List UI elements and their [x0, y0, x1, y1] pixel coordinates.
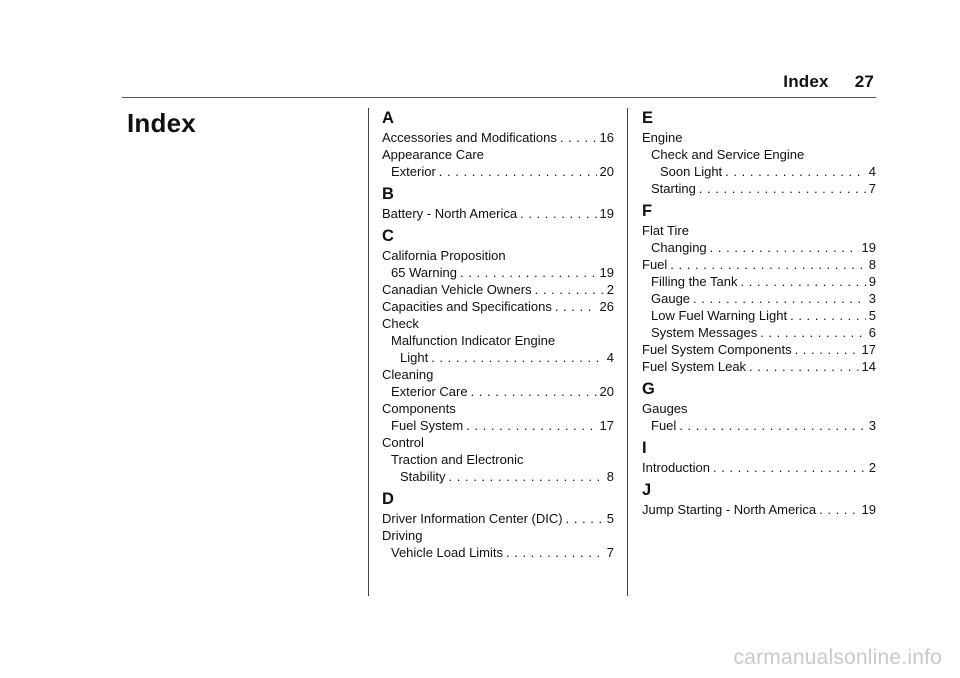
index-entry: [642, 341, 876, 358]
entry-term: Jump Starting - North America: [642, 502, 817, 517]
index-section: [642, 108, 876, 197]
index-entry: [642, 222, 876, 239]
index-entry: [382, 417, 614, 434]
index-entry: [382, 366, 614, 383]
dot-leader: [449, 468, 604, 485]
entry-page-number: 8: [868, 257, 876, 272]
index-entry: [382, 247, 614, 264]
index-section: [382, 184, 614, 222]
dot-leader: [439, 163, 597, 180]
entry-page-number: 5: [868, 308, 876, 323]
index-entry: [642, 180, 876, 197]
entry-page-number: 14: [861, 359, 876, 374]
index-entry: [642, 163, 876, 180]
index-entry: [642, 459, 876, 476]
dot-leader: [560, 129, 597, 146]
dot-leader: [710, 239, 859, 256]
index-entry: [382, 468, 614, 485]
dot-leader: [535, 281, 604, 298]
entry-term: Engine: [642, 130, 683, 145]
section-letter: D: [382, 490, 394, 508]
index-entry: [642, 358, 876, 375]
entry-term: Battery - North America: [382, 206, 518, 221]
entry-term: Filling the Tank: [651, 274, 738, 289]
entry-term: Driving: [382, 528, 423, 543]
section-letter: I: [642, 439, 647, 457]
index-entry: [642, 256, 876, 273]
index-section: [642, 480, 876, 518]
entry-term: Stability: [400, 469, 446, 484]
watermark-text: carmanualsonline.info: [733, 646, 942, 669]
entry-page-number: 4: [868, 164, 876, 179]
index-entry: [382, 264, 614, 281]
section-letter: A: [382, 109, 394, 127]
dot-leader: [679, 417, 865, 434]
entry-term: Check and Service Engine: [651, 147, 805, 162]
entry-term: Flat Tire: [642, 223, 689, 238]
entry-page-number: 20: [599, 384, 614, 399]
index-entry: [382, 527, 614, 544]
entry-page-number: 2: [606, 282, 614, 297]
dot-leader: [466, 417, 596, 434]
entry-term: Appearance Care: [382, 147, 484, 162]
entry-page-number: 16: [599, 130, 614, 145]
index-section: [382, 226, 614, 485]
index-entry: [382, 146, 614, 163]
index-entry: [382, 332, 614, 349]
dot-leader: [795, 341, 859, 358]
entry-term: Exterior Care: [391, 384, 468, 399]
index-entry: [642, 501, 876, 518]
dot-leader: [819, 501, 858, 518]
index-entry: [382, 298, 614, 315]
index-column-1: [382, 108, 614, 561]
entry-term: Accessories and Modifications: [382, 130, 557, 145]
entry-page-number: 6: [868, 325, 876, 340]
index-entry: [642, 324, 876, 341]
entry-term: Soon Light: [660, 164, 723, 179]
dot-leader: [471, 383, 597, 400]
entry-term: Exterior: [391, 164, 436, 179]
dot-leader: [566, 510, 604, 527]
section-letter: E: [642, 109, 654, 127]
entry-page-number: 19: [861, 240, 876, 255]
entry-page-number: 19: [599, 265, 614, 280]
entry-term: Check: [382, 316, 419, 331]
entry-term: Fuel: [642, 257, 668, 272]
entry-term: Components: [382, 401, 456, 416]
index-entry: [642, 290, 876, 307]
index-entry: [382, 129, 614, 146]
index-entry: [642, 417, 876, 434]
dot-leader: [790, 307, 866, 324]
entry-term: Capacities and Specifications: [382, 299, 552, 314]
index-entry: [642, 400, 876, 417]
entry-term: Fuel System Leak: [642, 359, 747, 374]
index-entry: [382, 434, 614, 451]
index-column-2: [642, 108, 876, 518]
entry-page-number: 3: [868, 291, 876, 306]
dot-leader: [431, 349, 604, 366]
entry-page-number: 3: [868, 418, 876, 433]
entry-page-number: 20: [599, 164, 614, 179]
index-entry: [642, 239, 876, 256]
entry-page-number: 8: [606, 469, 614, 484]
entry-term: Starting: [651, 181, 696, 196]
index-entry: [382, 205, 614, 222]
entry-term: Low Fuel Warning Light: [651, 308, 788, 323]
dot-leader: [749, 358, 858, 375]
section-letter: F: [642, 202, 653, 220]
index-entry: [382, 281, 614, 298]
entry-term: Fuel System: [391, 418, 464, 433]
entry-page-number: 7: [868, 181, 876, 196]
entry-page-number: 9: [868, 274, 876, 289]
entry-page-number: 17: [599, 418, 614, 433]
entry-term: Gauge: [651, 291, 691, 306]
dot-leader: [699, 180, 866, 197]
index-section: [382, 489, 614, 561]
header-title: Index: [783, 72, 829, 91]
index-entry: [642, 129, 876, 146]
dot-leader: [693, 290, 866, 307]
running-header: [783, 72, 874, 92]
entry-page-number: 5: [606, 511, 614, 526]
index-entry: [642, 307, 876, 324]
column-divider-left: [368, 108, 369, 596]
entry-term: Driver Information Center (DIC): [382, 511, 563, 526]
index-entry: [382, 349, 614, 366]
dot-leader: [506, 544, 604, 561]
entry-term: Malfunction Indicator Engine: [391, 333, 556, 348]
header-rule: [122, 97, 876, 98]
entry-page-number: 26: [599, 299, 614, 314]
dot-leader: [760, 324, 866, 341]
dot-leader: [460, 264, 597, 281]
entry-page-number: 7: [606, 545, 614, 560]
section-letter: B: [382, 185, 394, 203]
entry-term: Control: [382, 435, 424, 450]
index-entry: [382, 315, 614, 332]
index-entry: [382, 510, 614, 527]
entry-page-number: 19: [861, 502, 876, 517]
entry-page-number: 4: [606, 350, 614, 365]
dot-leader: [670, 256, 865, 273]
entry-page-number: 17: [861, 342, 876, 357]
entry-term: 65 Warning: [391, 265, 457, 280]
entry-term: Introduction: [642, 460, 710, 475]
entry-term: Vehicle Load Limits: [391, 545, 504, 560]
entry-term: Traction and Electronic: [391, 452, 524, 467]
entry-term: System Messages: [651, 325, 758, 340]
entry-term: Fuel System Components: [642, 342, 792, 357]
page-number: 27: [854, 72, 874, 91]
entry-term: Light: [400, 350, 429, 365]
index-entry: [382, 451, 614, 468]
page-title: Index: [127, 108, 196, 138]
section-letter: J: [642, 481, 652, 499]
index-entry: [382, 163, 614, 180]
index-entry: [382, 544, 614, 561]
entry-term: Changing: [651, 240, 707, 255]
entry-term: Fuel: [651, 418, 677, 433]
index-section: [382, 108, 614, 180]
dot-leader: [520, 205, 596, 222]
section-letter: G: [642, 380, 655, 398]
dot-leader: [740, 273, 865, 290]
index-entry: [642, 273, 876, 290]
dot-leader: [555, 298, 597, 315]
dot-leader: [725, 163, 866, 180]
entry-page-number: 2: [868, 460, 876, 475]
index-entry: [382, 400, 614, 417]
index-section: [642, 201, 876, 375]
index-entry: [642, 146, 876, 163]
dot-leader: [713, 459, 866, 476]
index-section: [642, 438, 876, 476]
section-letter: C: [382, 227, 394, 245]
column-divider-right: [627, 108, 628, 596]
entry-page-number: 19: [599, 206, 614, 221]
entry-term: Cleaning: [382, 367, 434, 382]
entry-term: Canadian Vehicle Owners: [382, 282, 532, 297]
entry-term: California Proposition: [382, 248, 506, 263]
index-section: [642, 379, 876, 434]
index-entry: [382, 383, 614, 400]
entry-term: Gauges: [642, 401, 688, 416]
